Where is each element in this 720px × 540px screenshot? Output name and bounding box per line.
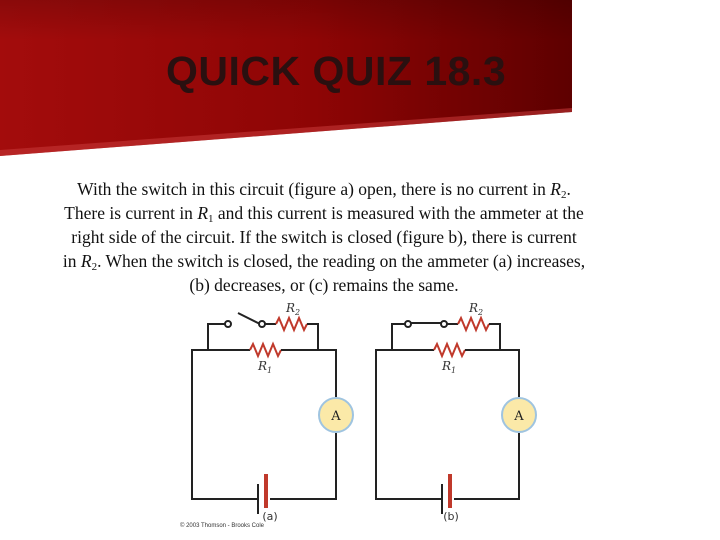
circuit-a-branch-left [208, 324, 225, 350]
circuit-a-switch-blade [238, 313, 260, 324]
circuit-b-branch-left [392, 324, 405, 350]
circuit-b-resistor-r1 [434, 344, 465, 356]
circuit-b-wire-right-top [500, 350, 519, 397]
question-line-4: in $R_2$. When the switch is closed, the reading on the ammeter (a) increases, [62, 251, 586, 273]
circuit-b-wire-right-bottom [454, 433, 519, 499]
circuit-b-wire-left [376, 350, 442, 499]
circuit-a-wire-right-top [318, 350, 336, 397]
circuit-a-r1-label: $R_1$ [258, 359, 273, 375]
circuit-b-r2-label: $R_2$ [469, 301, 484, 317]
circuit-figures [0, 296, 720, 536]
circuit-a [192, 313, 336, 514]
circuit-a-resistor-r2 [276, 318, 307, 330]
circuit-b-branch-right [489, 324, 500, 350]
copyright-text: © 2003 Thomson - Brooks Cole [180, 523, 265, 529]
circuit-a-wire-left [192, 350, 258, 499]
circuit-b [376, 318, 519, 514]
circuit-a-branch-right [307, 324, 318, 350]
circuit-b-r1-label: $R_1$ [442, 359, 457, 375]
circuit-a-switch-pivot [259, 321, 265, 327]
question-line-3: right side of the circuit. If the switch is closed (figure b), there is current [71, 227, 577, 247]
page-title: QUICK QUIZ 18.3 [166, 48, 507, 94]
circuit-a-switch-contact [225, 321, 231, 327]
title-banner [0, 0, 720, 160]
circuit-a-resistor-r1 [250, 344, 281, 356]
circuit-b-resistor-r2 [458, 318, 489, 330]
circuit-b-ammeter-label: A [514, 409, 524, 424]
question-line-2: There is current in $R_1$ and this current is measured with the ammeter at the [64, 203, 584, 225]
circuit-a-ammeter-label: A [331, 409, 341, 424]
circuit-a-r2-label: $R_2$ [286, 301, 301, 317]
question-line-1: With the switch in this circuit (figure a) open, there is no current in $R_2$. [77, 179, 571, 201]
question-text [18, 177, 630, 297]
circuit-b-switch-contact [405, 321, 411, 327]
circuit-a-wire-right-bottom [270, 433, 336, 499]
circuit-a-caption: (a) [262, 510, 278, 523]
circuit-b-switch-pivot [441, 321, 447, 327]
question-line-5: (b) decreases, or (c) remains the same. [189, 275, 459, 295]
circuit-b-caption: (b) [443, 510, 459, 523]
